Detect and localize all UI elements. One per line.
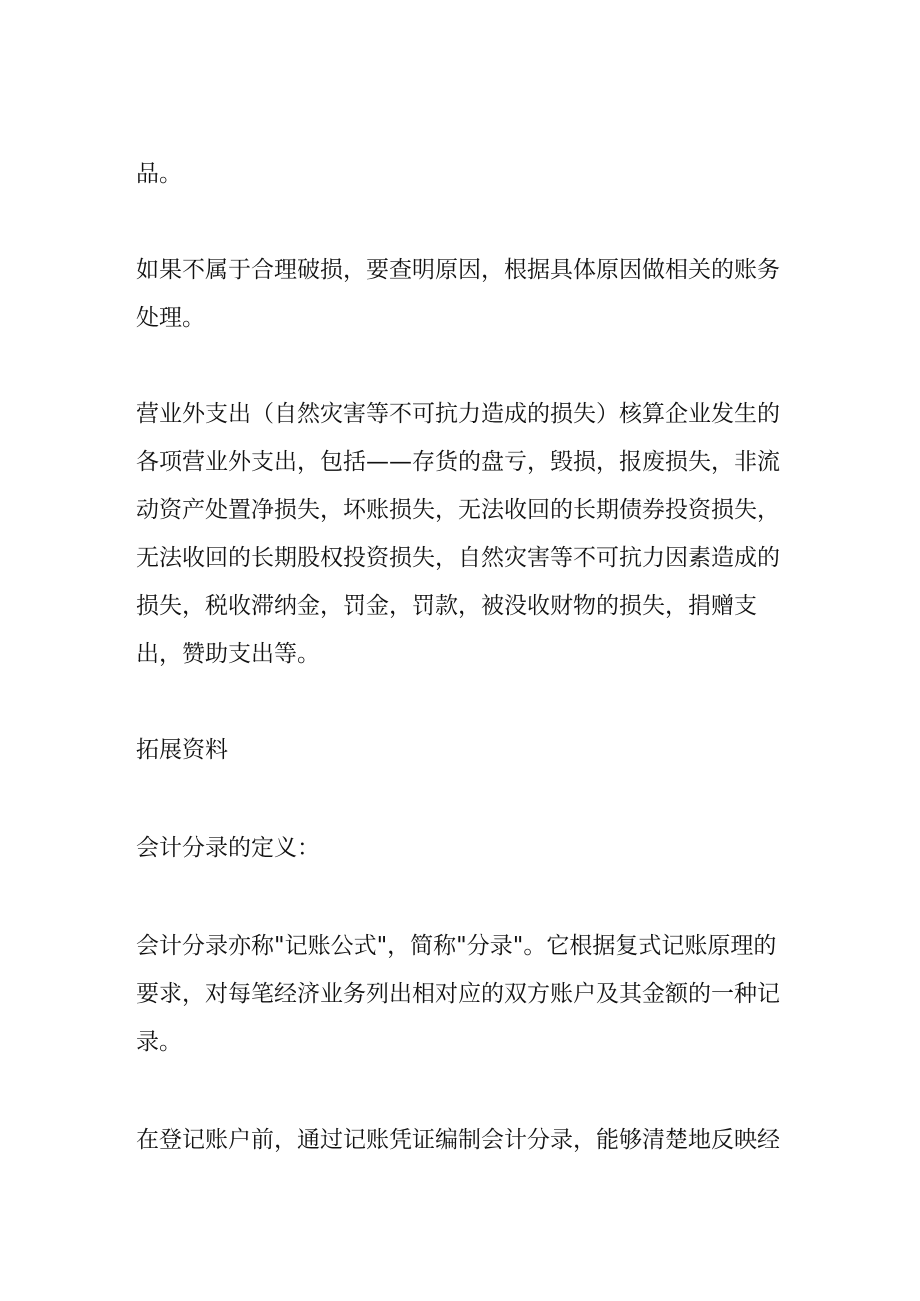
document-body <box>136 150 788 1164</box>
paragraph-damage-handling: 如果不属于合理破损，要查明原因，根据具体原因做相关的账务处理。 <box>136 257 780 331</box>
paragraph-continuation: 品。 <box>136 161 182 187</box>
paragraph-non-operating-expenses: 营业外支出（自然灾害等不可抗力造成的损失）核算企业发生的各项营业外支出，包括——存货的盘亏，毁损，报废损失，非流动资产处置净损失，坏账损失，无法收回的长期债券投资损失，无法收回的长期股权投资损失，自然灾害等不可抗力因素造成的损失，税收滞纳金，罚金，罚款，被没收财物的损失，捐赠支出，赞助支出等。 <box>136 401 780 667</box>
section-heading-extended-materials: 拓展资料 <box>136 737 228 763</box>
paragraph-journal-entry-purpose: 在登记账户前，通过记账凭证编制会计分录，能够清楚地反映经 <box>136 1127 780 1153</box>
paragraph-journal-entry-definition: 会计分录亦称"记账公式"，简称"分录"。它根据复式记账原理的要求，对每笔经济业务列出相对应的双方账户及其金额的一种记录。 <box>136 933 780 1055</box>
paragraph-journal-entry-definition-label: 会计分录的定义： <box>136 835 320 861</box>
